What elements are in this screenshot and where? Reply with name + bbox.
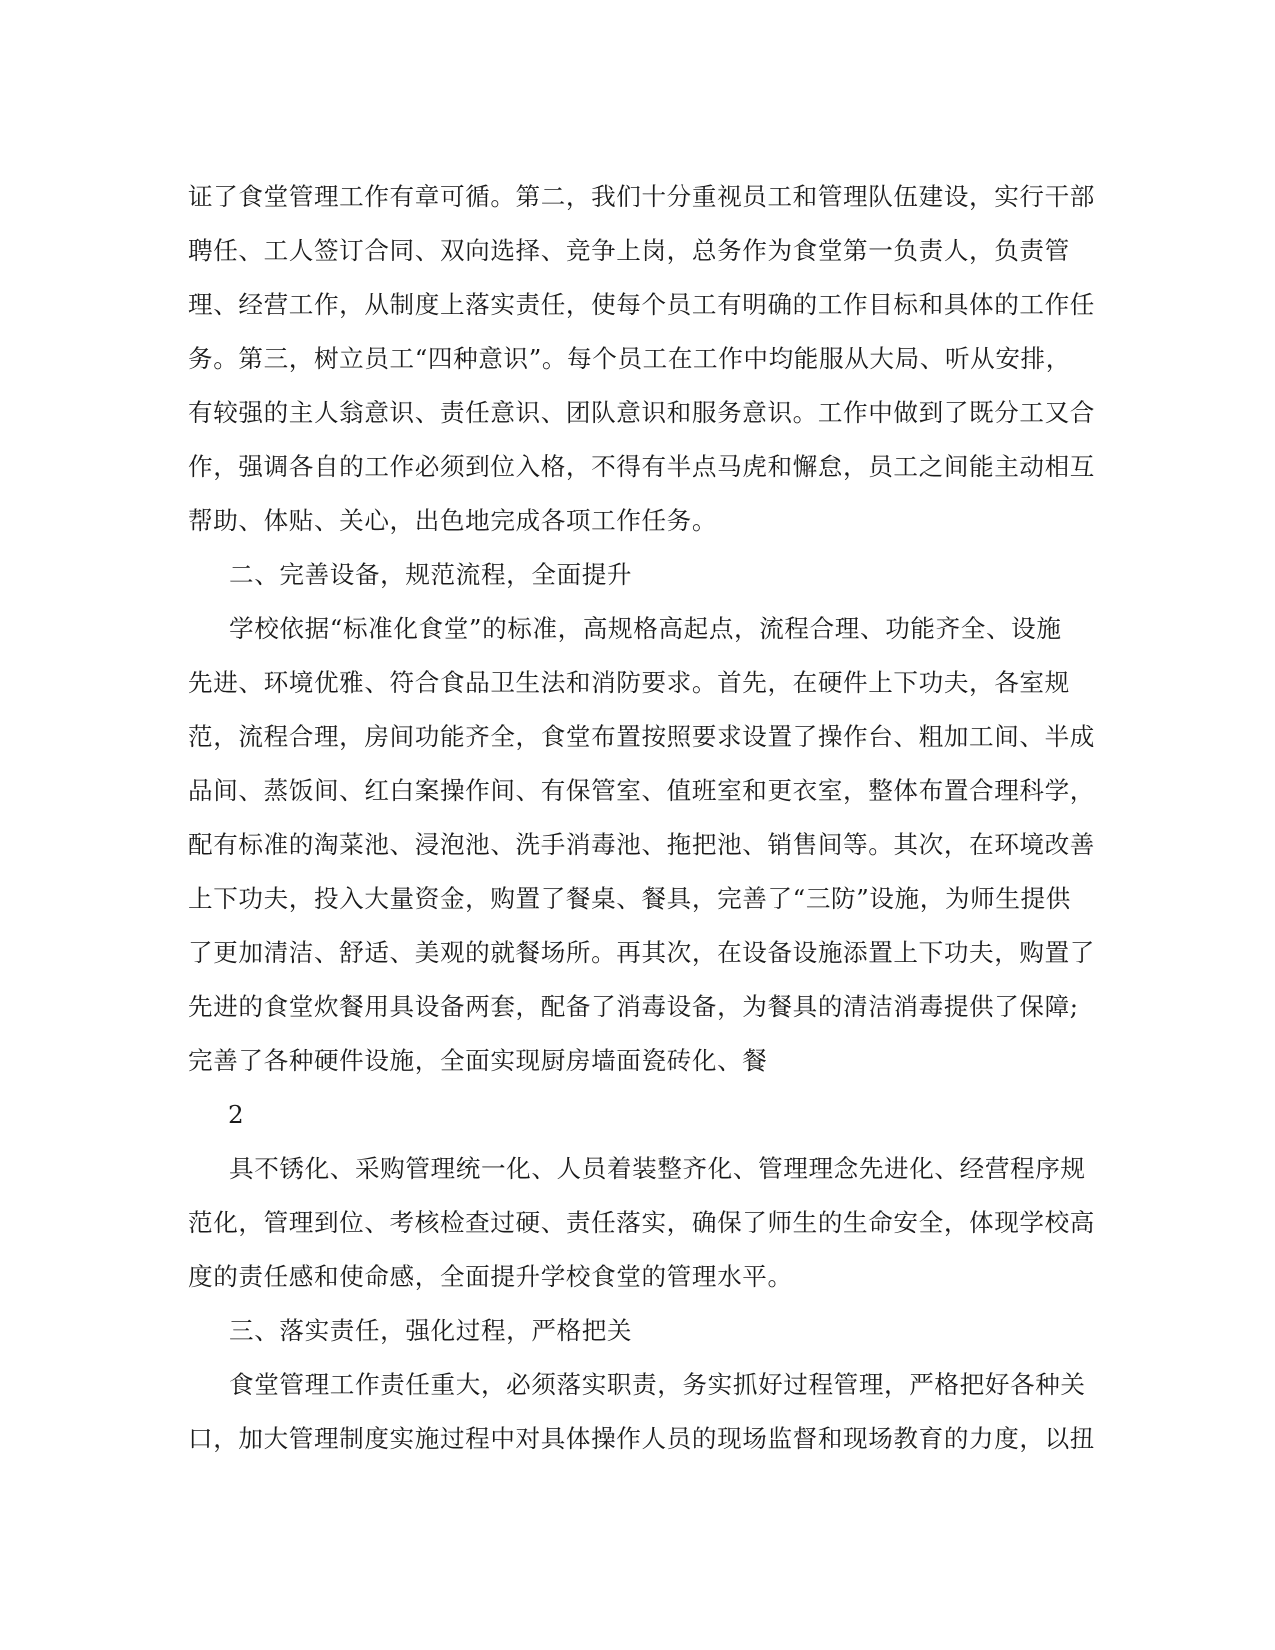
paragraph-continuation xyxy=(188,170,1095,548)
text-line: 品间、蒸饭间、红白案操作间、有保管室、值班室和更衣室，整体布置合理科学， xyxy=(188,776,1095,805)
text-line: 学校依据“标准化食堂”的标准，高规格高起点，流程合理、功能齐全、设施 xyxy=(229,614,1062,643)
text-line: 帮助、体贴、关心，出色地完成各项工作任务。 xyxy=(188,506,718,535)
text-line: 食堂管理工作责任重大，必须落实职责，务实抓好过程管理，严格把好各种关 xyxy=(229,1370,1086,1399)
document-body xyxy=(188,170,1095,1466)
text-line: 上下功夫，投入大量资金，购置了餐桌、餐具，完善了“三防”设施，为师生提供 xyxy=(188,884,1071,913)
text-line: 范化，管理到位、考核检查过硬、责任落实，确保了师生的生命安全，体现学校高 xyxy=(188,1208,1095,1237)
heading-line: 二、完善设备，规范流程，全面提升 xyxy=(229,560,633,589)
page-number: 2 xyxy=(228,1100,245,1129)
paragraph-responsibility xyxy=(188,1358,1095,1466)
text-line: 聘任、工人签订合同、双向选择、竞争上岗，总务作为食堂第一负责人，负责管 xyxy=(188,236,1070,265)
text-line: 先进、环境优雅、符合食品卫生法和消防要求。首先，在硬件上下功夫，各室规 xyxy=(188,668,1070,697)
section-heading-3 xyxy=(188,1304,1088,1358)
page-number-block xyxy=(188,1088,1088,1142)
text-line: 理、经营工作，从制度上落实责任，使每个员工有明确的工作目标和具体的工作任 xyxy=(188,290,1095,319)
text-line: 作，强调各自的工作必须到位入格，不得有半点马虎和懈怠，员工之间能主动相互 xyxy=(188,452,1095,481)
text-line: 完善了各种硬件设施，全面实现厨房墙面瓷砖化、餐 xyxy=(188,1046,768,1075)
text-line: 先进的食堂炊餐用具设备两套，配备了消毒设备，为餐具的清洁消毒提供了保障; xyxy=(188,992,1079,1021)
heading-line: 三、落实责任，强化过程，严格把关 xyxy=(229,1316,633,1345)
text-line: 度的责任感和使命感，全面提升学校食堂的管理水平。 xyxy=(188,1262,793,1291)
paragraph-equipment xyxy=(188,602,1095,1088)
section-heading-2 xyxy=(188,548,1088,602)
text-line: 证了食堂管理工作有章可循。第二，我们十分重视员工和管理队伍建设，实行干部 xyxy=(188,182,1095,211)
text-line: 具不锈化、采购管理统一化、人员着装整齐化、管理理念先进化、经营程序规 xyxy=(229,1154,1086,1183)
paragraph-management xyxy=(188,1142,1095,1304)
text-line: 有较强的主人翁意识、责任意识、团队意识和服务意识。工作中做到了既分工又合 xyxy=(188,398,1095,427)
text-line: 范，流程合理，房间功能齐全，食堂布置按照要求设置了操作台、粗加工间、半成 xyxy=(188,722,1095,751)
text-line: 配有标准的淘菜池、浸泡池、洗手消毒池、拖把池、销售间等。其次，在环境改善 xyxy=(188,830,1095,859)
text-line: 口，加大管理制度实施过程中对具体操作人员的现场监督和现场教育的力度，以扭 xyxy=(188,1424,1095,1453)
text-line: 了更加清洁、舒适、美观的就餐场所。再其次，在设备设施添置上下功夫，购置了 xyxy=(188,938,1095,967)
text-line: 务。第三，树立员工“四种意识”。每个员工在工作中均能服从大局、听从安排， xyxy=(188,344,1071,373)
